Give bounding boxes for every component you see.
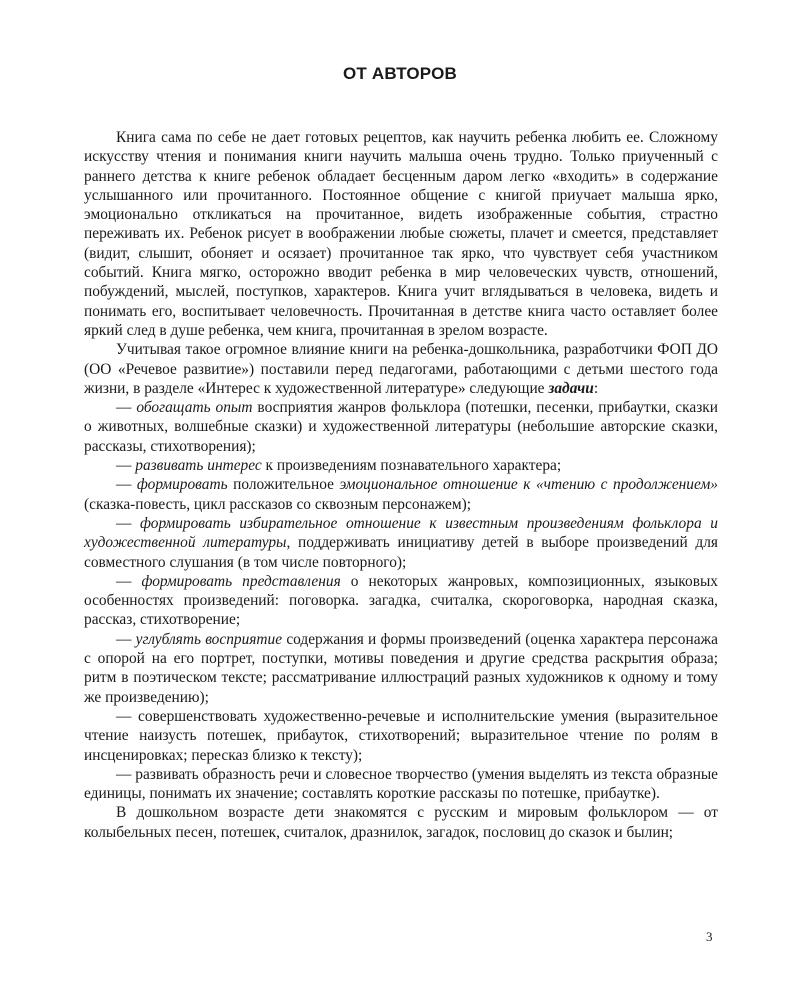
paragraph <box>84 456 718 475</box>
paragraph <box>84 514 718 572</box>
page-number: 3 <box>706 929 713 944</box>
paragraph <box>84 765 718 804</box>
text-run: В дошкольном возрасте дети знакомятся с русским и мировым фольклором — от колыбельных песен, потешек, считалок, дразнилок, загадок, пословиц до сказок и былин; <box>84 804 718 841</box>
italic-text: углублять восприятие <box>135 630 283 648</box>
text-run: положительное <box>227 476 340 494</box>
text-run: — развивать образность речи и словесное творчество (умения выделять из текста образные единицы, понимать их значение; составлять короткие рассказы по потешке, прибаутке). <box>84 765 718 803</box>
page-title: ОТ АВТОРОВ <box>342 64 458 83</box>
paragraph <box>84 398 718 456</box>
text-run: — <box>116 399 137 417</box>
paragraph <box>84 572 718 630</box>
italic-text: эмоциональное отношение к «чтению с продолжением» <box>339 476 718 494</box>
text-run: — <box>116 457 136 475</box>
text-run: — <box>116 572 142 590</box>
text-run: к произведениям познавательного характера; <box>261 457 562 475</box>
italic-text: формировать <box>136 476 228 494</box>
italic-text: формировать представления <box>141 572 341 590</box>
text-run: Учитывая такое огромное влияние книги на ребенка-дошкольника, разработчики ФОП ДО (ОО «Речевое развитие») поставили перед педагогами, работающими с детьми шестого года жизни, в разделе «Интерес к художественной литературе» следующие <box>84 341 718 397</box>
text-run: Книга сама по себе не дает готовых рецептов, как научить ребенка любить ее. Сложному искусству чтения и понимания книги научить малыша очень трудно. Только приученный с раннего детства к книге ребенок обладает бесценным даром легко «входить» в содержание услышанного или прочитанного. Постоянное общение с книгой приучает малыша ярко, эмоционально откликаться на прочитанное, видеть изображенные события, страстно переживать их. Ребенок рисует в воображении любые сюжеты, плачет и смеется, представляет (видит, слышит, обоняет и осязает) прочитанное так ярко, что чувствует себя участником событий. Книга мягко, осторожно вводит ребенка в мир человеческих чувств, отношений, побуждений, мыслей, поступков, характеров. Книга учит вглядываться в человека, видеть и понимать его, воспитывает человечность. Прочитанная в детстве книга часто оставляет более яркий след в душе ребенка, чем книга, прочитанная в зрелом возрасте. <box>84 129 718 339</box>
body-text <box>84 128 718 842</box>
text-run: — <box>116 476 137 494</box>
text-run: (сказка-повесть, цикл рассказов со сквозным персонажем); <box>84 495 471 513</box>
italic-text: формировать избирательное отношение к известным произведениям фольклора и художественной литературы <box>84 514 718 552</box>
paragraph <box>84 803 718 842</box>
italic-text: развивать интерес <box>135 457 262 475</box>
text-run: — <box>116 514 141 532</box>
text-run: восприятия жанров фольклора (потешки, песенки, прибаутки, сказки о животных, волшебные сказки) и художественной литературы (небольшие авторские сказки, рассказы, стихотворения); <box>84 399 718 455</box>
paragraph <box>84 128 718 340</box>
text-run: о некоторых жанровых, композиционных, языковых особенностях произведений: поговорка. загадка, считалка, скороговорка, народная сказка, рассказ, стихотворение; <box>84 572 718 629</box>
text-run: : <box>593 379 599 397</box>
text-run: содержания и формы произведений (оценка характера персонажа с опорой на его портрет, поступки, мотивы поведения и другие средства раскрытия образа; ритм в поэтическом тексте; рассматривание иллюстраций разных художников к одному и тому же произведению); <box>84 630 718 706</box>
italic-text: обогащать опыт <box>136 399 253 417</box>
text-run: — <box>116 630 136 648</box>
text-run: — совершенствовать художественно-речевые и исполнительские умения (выразительное чтение наизусть потешек, прибауток, стихотворений; выразительное чтение по ролям в инсценировках; пересказ близко к тексту); <box>84 707 718 764</box>
paragraph <box>84 475 718 514</box>
text-run: , поддерживать инициативу детей в выборе произведений для совместного слушания (в том числе повторного); <box>84 534 718 571</box>
paragraph <box>84 630 718 707</box>
paragraph <box>84 340 718 398</box>
paragraph <box>84 707 718 765</box>
bold-italic-text: задачи <box>548 379 594 397</box>
